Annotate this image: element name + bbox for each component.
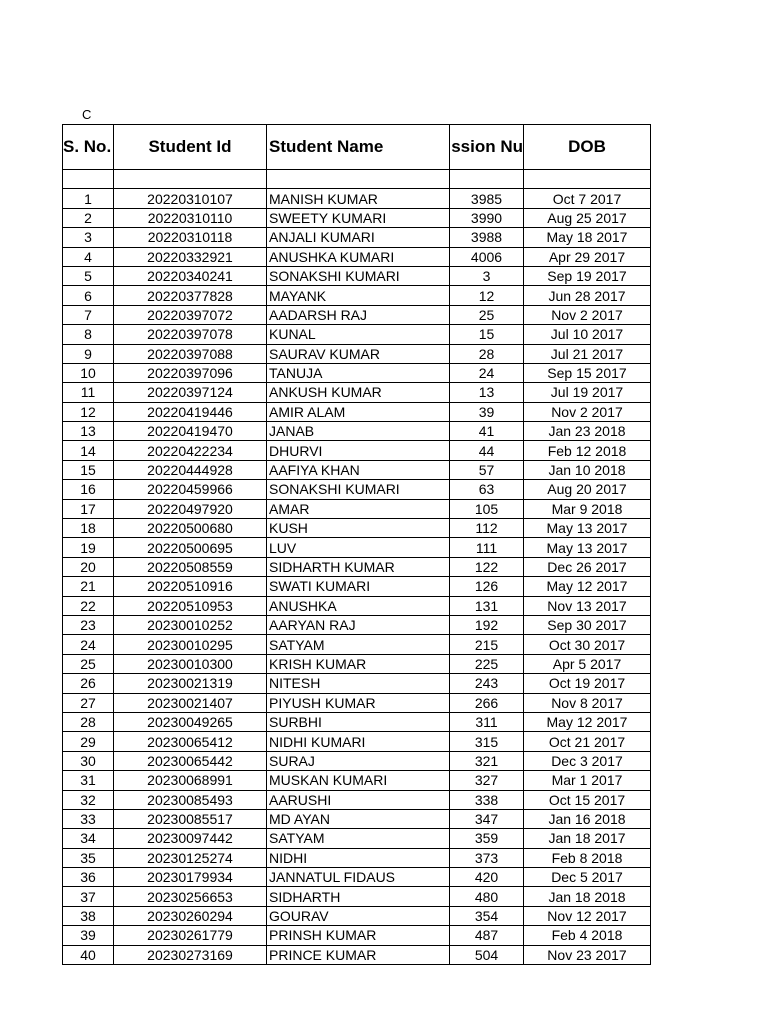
table-row bbox=[63, 441, 651, 460]
table-row bbox=[63, 848, 651, 867]
cell-sno[interactable]: 14 bbox=[63, 441, 114, 460]
table-row bbox=[63, 228, 651, 247]
cell-student-name[interactable]: SATYAM bbox=[267, 635, 450, 654]
table-row bbox=[63, 654, 651, 673]
cell-dob[interactable]: Jun 28 2017 bbox=[524, 286, 651, 305]
cell-admission-number[interactable]: 25 bbox=[450, 305, 524, 324]
cell-student-id[interactable]: 20220397124 bbox=[114, 383, 267, 402]
table-row bbox=[63, 674, 651, 693]
cell-student-name[interactable]: AAFIYA KHAN bbox=[267, 460, 450, 479]
cell-student-id[interactable]: 20230097442 bbox=[114, 829, 267, 848]
cell-student-id[interactable]: 20220397088 bbox=[114, 344, 267, 363]
cell-admission-number[interactable]: 3985 bbox=[450, 189, 524, 208]
cell-student-id[interactable]: 20220510953 bbox=[114, 596, 267, 615]
cell-dob[interactable]: May 13 2017 bbox=[524, 538, 651, 557]
cell-sno[interactable]: 19 bbox=[63, 538, 114, 557]
cell-admission-number[interactable]: 243 bbox=[450, 674, 524, 693]
cell-sno[interactable]: 31 bbox=[63, 771, 114, 790]
cell-dob[interactable]: Apr 5 2017 bbox=[524, 654, 651, 673]
cell-sno[interactable]: 15 bbox=[63, 460, 114, 479]
cell-dob[interactable]: May 12 2017 bbox=[524, 577, 651, 596]
table-row bbox=[63, 460, 651, 479]
cell-dob[interactable]: Jan 16 2018 bbox=[524, 809, 651, 828]
cell-dob[interactable]: Jul 21 2017 bbox=[524, 344, 651, 363]
cell-dob[interactable]: Mar 1 2017 bbox=[524, 771, 651, 790]
cell-dob[interactable]: Feb 4 2018 bbox=[524, 926, 651, 945]
header-dob[interactable]: DOB bbox=[524, 125, 651, 170]
table-row bbox=[63, 383, 651, 402]
cell-admission-number[interactable]: 215 bbox=[450, 635, 524, 654]
cell-dob[interactable]: Nov 2 2017 bbox=[524, 402, 651, 421]
table-row bbox=[63, 247, 651, 266]
cell-admission-number[interactable]: 311 bbox=[450, 712, 524, 731]
cell-student-id[interactable]: 20220397096 bbox=[114, 363, 267, 382]
cell-dob[interactable]: Oct 15 2017 bbox=[524, 790, 651, 809]
cell-admission-number[interactable]: 126 bbox=[450, 577, 524, 596]
cell-student-id[interactable]: 20220340241 bbox=[114, 266, 267, 285]
cell-student-id[interactable]: 20230021319 bbox=[114, 674, 267, 693]
cell-admission-number[interactable]: 420 bbox=[450, 868, 524, 887]
cell-student-name[interactable]: SONAKSHI KUMARI bbox=[267, 480, 450, 499]
cell-student-name[interactable]: KUNAL bbox=[267, 325, 450, 344]
cell-sno[interactable]: 25 bbox=[63, 654, 114, 673]
cell-admission-number[interactable]: 131 bbox=[450, 596, 524, 615]
cell-admission-number[interactable]: 15 bbox=[450, 325, 524, 344]
cell-student-id[interactable]: 20230179934 bbox=[114, 868, 267, 887]
table-row bbox=[63, 712, 651, 731]
table-row bbox=[63, 615, 651, 634]
cell-dob[interactable]: Nov 2 2017 bbox=[524, 305, 651, 324]
cell-sno[interactable]: 29 bbox=[63, 732, 114, 751]
cell-student-name[interactable]: ANUSHKA bbox=[267, 596, 450, 615]
cell-sno[interactable]: 35 bbox=[63, 848, 114, 867]
cell-sno[interactable]: 30 bbox=[63, 751, 114, 770]
cell-dob[interactable]: Jul 19 2017 bbox=[524, 383, 651, 402]
header-student-name[interactable]: Student Name bbox=[267, 125, 450, 170]
cell-admission-number[interactable]: 63 bbox=[450, 480, 524, 499]
cell-sno[interactable]: 2 bbox=[63, 208, 114, 227]
cell-student-id[interactable]: 20220500680 bbox=[114, 519, 267, 538]
cell-student-id[interactable]: 20230256653 bbox=[114, 887, 267, 906]
table-row bbox=[63, 868, 651, 887]
cell-dob[interactable]: Oct 7 2017 bbox=[524, 189, 651, 208]
cell-student-id[interactable]: 20220310110 bbox=[114, 208, 267, 227]
cell-student-name[interactable]: AARUSHI bbox=[267, 790, 450, 809]
cell-sno[interactable]: 8 bbox=[63, 325, 114, 344]
table-row bbox=[63, 945, 651, 964]
cell-admission-number[interactable]: 111 bbox=[450, 538, 524, 557]
spacer-cell bbox=[524, 170, 651, 189]
student-table bbox=[62, 124, 651, 965]
header-sno[interactable]: S. No. bbox=[63, 125, 114, 170]
cell-admission-number[interactable]: 347 bbox=[450, 809, 524, 828]
cell-admission-number[interactable]: 13 bbox=[450, 383, 524, 402]
cell-admission-number[interactable]: 41 bbox=[450, 422, 524, 441]
cell-admission-number[interactable]: 504 bbox=[450, 945, 524, 964]
cell-student-name[interactable]: JANNATUL FIDAUS bbox=[267, 868, 450, 887]
cell-admission-number[interactable]: 321 bbox=[450, 751, 524, 770]
cell-student-name[interactable]: NIDHI KUMARI bbox=[267, 732, 450, 751]
cell-dob[interactable]: Feb 8 2018 bbox=[524, 848, 651, 867]
table-row bbox=[63, 887, 651, 906]
table-row bbox=[63, 189, 651, 208]
cell-dob[interactable]: Sep 30 2017 bbox=[524, 615, 651, 634]
cell-sno[interactable]: 1 bbox=[63, 189, 114, 208]
table-row bbox=[63, 208, 651, 227]
cell-sno[interactable]: 40 bbox=[63, 945, 114, 964]
cell-student-id[interactable]: 20230010252 bbox=[114, 615, 267, 634]
table-row bbox=[63, 771, 651, 790]
table-row bbox=[63, 751, 651, 770]
cell-student-name[interactable]: SWATI KUMARI bbox=[267, 577, 450, 596]
cell-student-id[interactable]: 20220444928 bbox=[114, 460, 267, 479]
table-row bbox=[63, 325, 651, 344]
spacer-cell bbox=[450, 170, 524, 189]
table-row bbox=[63, 363, 651, 382]
column-letter-label: C bbox=[82, 107, 92, 122]
cell-student-name[interactable]: AMIR ALAM bbox=[267, 402, 450, 421]
cell-student-name[interactable]: SONAKSHI KUMARI bbox=[267, 266, 450, 285]
cell-student-id[interactable]: 20230125274 bbox=[114, 848, 267, 867]
cell-admission-number[interactable]: 28 bbox=[450, 344, 524, 363]
table-row bbox=[63, 693, 651, 712]
cell-sno[interactable]: 17 bbox=[63, 499, 114, 518]
cell-sno[interactable]: 5 bbox=[63, 266, 114, 285]
cell-admission-number[interactable]: 354 bbox=[450, 906, 524, 925]
cell-dob[interactable]: Jan 18 2017 bbox=[524, 829, 651, 848]
cell-sno[interactable]: 11 bbox=[63, 383, 114, 402]
spacer-cell bbox=[114, 170, 267, 189]
cell-dob[interactable]: Oct 30 2017 bbox=[524, 635, 651, 654]
cell-dob[interactable]: Dec 3 2017 bbox=[524, 751, 651, 770]
cell-student-name[interactable]: PIYUSH KUMAR bbox=[267, 693, 450, 712]
cell-sno[interactable]: 9 bbox=[63, 344, 114, 363]
cell-admission-number[interactable]: 359 bbox=[450, 829, 524, 848]
cell-sno[interactable]: 12 bbox=[63, 402, 114, 421]
cell-student-name[interactable]: GOURAV bbox=[267, 906, 450, 925]
table-row bbox=[63, 926, 651, 945]
table-row bbox=[63, 519, 651, 538]
cell-admission-number[interactable]: 373 bbox=[450, 848, 524, 867]
cell-student-id[interactable]: 20220310118 bbox=[114, 228, 267, 247]
spacer-cell bbox=[267, 170, 450, 189]
cell-dob[interactable]: Oct 19 2017 bbox=[524, 674, 651, 693]
cell-admission-number[interactable]: 315 bbox=[450, 732, 524, 751]
cell-sno[interactable]: 21 bbox=[63, 577, 114, 596]
table-row bbox=[63, 906, 651, 925]
table-row bbox=[63, 266, 651, 285]
cell-dob[interactable]: May 12 2017 bbox=[524, 712, 651, 731]
cell-admission-number[interactable]: 105 bbox=[450, 499, 524, 518]
cell-sno[interactable]: 4 bbox=[63, 247, 114, 266]
cell-sno[interactable]: 10 bbox=[63, 363, 114, 382]
cell-student-id[interactable]: 20220500695 bbox=[114, 538, 267, 557]
cell-student-name[interactable]: MUSKAN KUMARI bbox=[267, 771, 450, 790]
table-row bbox=[63, 829, 651, 848]
cell-student-name[interactable]: AADARSH RAJ bbox=[267, 305, 450, 324]
table-row bbox=[63, 480, 651, 499]
cell-dob[interactable]: Nov 13 2017 bbox=[524, 596, 651, 615]
cell-admission-number[interactable]: 266 bbox=[450, 693, 524, 712]
table-row bbox=[63, 790, 651, 809]
cell-admission-number[interactable]: 487 bbox=[450, 926, 524, 945]
cell-student-id[interactable]: 20220422234 bbox=[114, 441, 267, 460]
cell-student-id[interactable]: 20220510916 bbox=[114, 577, 267, 596]
cell-student-id[interactable]: 20220377828 bbox=[114, 286, 267, 305]
cell-student-name[interactable]: SAURAV KUMAR bbox=[267, 344, 450, 363]
table-row bbox=[63, 305, 651, 324]
cell-student-name[interactable]: MD AYAN bbox=[267, 809, 450, 828]
cell-sno[interactable]: 32 bbox=[63, 790, 114, 809]
table-row bbox=[63, 538, 651, 557]
table-row bbox=[63, 286, 651, 305]
table-row bbox=[63, 596, 651, 615]
cell-student-id[interactable]: 20220397078 bbox=[114, 325, 267, 344]
cell-admission-number[interactable]: 4006 bbox=[450, 247, 524, 266]
cell-sno[interactable]: 33 bbox=[63, 809, 114, 828]
cell-student-id[interactable]: 20220332921 bbox=[114, 247, 267, 266]
cell-dob[interactable]: Jan 23 2018 bbox=[524, 422, 651, 441]
cell-student-id[interactable]: 20230085517 bbox=[114, 809, 267, 828]
cell-admission-number[interactable]: 3988 bbox=[450, 228, 524, 247]
cell-student-name[interactable]: PRINSH KUMAR bbox=[267, 926, 450, 945]
cell-dob[interactable]: Nov 8 2017 bbox=[524, 693, 651, 712]
cell-admission-number[interactable]: 192 bbox=[450, 615, 524, 634]
cell-student-name[interactable]: ANUSHKA KUMARI bbox=[267, 247, 450, 266]
table-row bbox=[63, 809, 651, 828]
cell-sno[interactable]: 22 bbox=[63, 596, 114, 615]
cell-student-id[interactable]: 20230021407 bbox=[114, 693, 267, 712]
cell-student-name[interactable]: KRISH KUMAR bbox=[267, 654, 450, 673]
cell-dob[interactable]: Jul 10 2017 bbox=[524, 325, 651, 344]
cell-student-name[interactable]: AMAR bbox=[267, 499, 450, 518]
cell-sno[interactable]: 16 bbox=[63, 480, 114, 499]
cell-sno[interactable]: 39 bbox=[63, 926, 114, 945]
cell-student-id[interactable]: 20220508559 bbox=[114, 557, 267, 576]
cell-admission-number[interactable]: 338 bbox=[450, 790, 524, 809]
cell-student-name[interactable]: ANJALI KUMARI bbox=[267, 228, 450, 247]
cell-admission-number[interactable]: 480 bbox=[450, 887, 524, 906]
cell-dob[interactable]: Dec 26 2017 bbox=[524, 557, 651, 576]
table-row bbox=[63, 422, 651, 441]
cell-student-id[interactable]: 20220459966 bbox=[114, 480, 267, 499]
cell-dob[interactable]: Jan 18 2018 bbox=[524, 887, 651, 906]
spacer-row bbox=[63, 170, 651, 189]
cell-dob[interactable]: May 18 2017 bbox=[524, 228, 651, 247]
cell-admission-number[interactable]: 44 bbox=[450, 441, 524, 460]
table-row bbox=[63, 635, 651, 654]
table-row bbox=[63, 577, 651, 596]
cell-sno[interactable]: 28 bbox=[63, 712, 114, 731]
cell-student-id[interactable]: 20230085493 bbox=[114, 790, 267, 809]
cell-dob[interactable]: May 13 2017 bbox=[524, 519, 651, 538]
spacer-cell bbox=[63, 170, 114, 189]
cell-dob[interactable]: Aug 25 2017 bbox=[524, 208, 651, 227]
cell-student-name[interactable]: DHURVI bbox=[267, 441, 450, 460]
cell-sno[interactable]: 7 bbox=[63, 305, 114, 324]
cell-student-id[interactable]: 20230068991 bbox=[114, 771, 267, 790]
cell-student-name[interactable]: TANUJA bbox=[267, 363, 450, 382]
cell-dob[interactable]: Apr 29 2017 bbox=[524, 247, 651, 266]
cell-admission-number[interactable]: 24 bbox=[450, 363, 524, 382]
cell-admission-number[interactable]: 57 bbox=[450, 460, 524, 479]
cell-student-id[interactable]: 20230010295 bbox=[114, 635, 267, 654]
cell-student-id[interactable]: 20230010300 bbox=[114, 654, 267, 673]
cell-student-name[interactable]: MAYANK bbox=[267, 286, 450, 305]
cell-admission-number[interactable]: 3990 bbox=[450, 208, 524, 227]
table-body bbox=[63, 170, 651, 965]
header-student-id[interactable]: Student Id bbox=[114, 125, 267, 170]
cell-dob[interactable]: Aug 20 2017 bbox=[524, 480, 651, 499]
cell-admission-number[interactable]: 12 bbox=[450, 286, 524, 305]
cell-admission-number[interactable]: 3 bbox=[450, 266, 524, 285]
cell-student-name[interactable]: SATYAM bbox=[267, 829, 450, 848]
cell-student-id[interactable]: 20230260294 bbox=[114, 906, 267, 925]
cell-sno[interactable]: 34 bbox=[63, 829, 114, 848]
cell-student-id[interactable]: 20220419470 bbox=[114, 422, 267, 441]
cell-student-name[interactable]: SIDHARTH bbox=[267, 887, 450, 906]
cell-student-name[interactable]: AARYAN RAJ bbox=[267, 615, 450, 634]
cell-sno[interactable]: 18 bbox=[63, 519, 114, 538]
cell-sno[interactable]: 23 bbox=[63, 615, 114, 634]
header-admission-number[interactable] bbox=[450, 125, 524, 170]
cell-student-id[interactable]: 20220497920 bbox=[114, 499, 267, 518]
cell-sno[interactable]: 26 bbox=[63, 674, 114, 693]
cell-admission-number[interactable]: 327 bbox=[450, 771, 524, 790]
cell-student-id[interactable]: 20220419446 bbox=[114, 402, 267, 421]
cell-student-name[interactable]: LUV bbox=[267, 538, 450, 557]
cell-admission-number[interactable]: 122 bbox=[450, 557, 524, 576]
cell-student-id[interactable]: 20230065442 bbox=[114, 751, 267, 770]
cell-student-name[interactable]: SURBHI bbox=[267, 712, 450, 731]
header-admission-number-text: ssion Nu bbox=[451, 137, 523, 156]
cell-student-id[interactable]: 20230273169 bbox=[114, 945, 267, 964]
cell-sno[interactable]: 13 bbox=[63, 422, 114, 441]
cell-student-name[interactable]: SIDHARTH KUMAR bbox=[267, 557, 450, 576]
cell-student-name[interactable]: SWEETY KUMARI bbox=[267, 208, 450, 227]
cell-dob[interactable]: Mar 9 2018 bbox=[524, 499, 651, 518]
table-row bbox=[63, 344, 651, 363]
cell-student-id[interactable]: 20220310107 bbox=[114, 189, 267, 208]
cell-admission-number[interactable]: 39 bbox=[450, 402, 524, 421]
cell-sno[interactable]: 36 bbox=[63, 868, 114, 887]
cell-student-id[interactable]: 20230261779 bbox=[114, 926, 267, 945]
cell-dob[interactable]: Nov 23 2017 bbox=[524, 945, 651, 964]
cell-student-name[interactable]: MANISH KUMAR bbox=[267, 189, 450, 208]
cell-admission-number[interactable]: 225 bbox=[450, 654, 524, 673]
cell-sno[interactable]: 6 bbox=[63, 286, 114, 305]
table-row bbox=[63, 402, 651, 421]
cell-student-id[interactable]: 20230049265 bbox=[114, 712, 267, 731]
cell-student-name[interactable]: ANKUSH KUMAR bbox=[267, 383, 450, 402]
table-row bbox=[63, 499, 651, 518]
header-row bbox=[63, 125, 651, 170]
cell-student-name[interactable]: NIDHI bbox=[267, 848, 450, 867]
table-row bbox=[63, 557, 651, 576]
cell-dob[interactable]: Jan 10 2018 bbox=[524, 460, 651, 479]
cell-dob[interactable]: Oct 21 2017 bbox=[524, 732, 651, 751]
cell-dob[interactable]: Nov 12 2017 bbox=[524, 906, 651, 925]
cell-student-name[interactable]: PRINCE KUMAR bbox=[267, 945, 450, 964]
cell-student-name[interactable]: KUSH bbox=[267, 519, 450, 538]
cell-sno[interactable]: 3 bbox=[63, 228, 114, 247]
cell-sno[interactable]: 24 bbox=[63, 635, 114, 654]
cell-sno[interactable]: 37 bbox=[63, 887, 114, 906]
cell-student-name[interactable]: NITESH bbox=[267, 674, 450, 693]
cell-sno[interactable]: 38 bbox=[63, 906, 114, 925]
cell-student-name[interactable]: JANAB bbox=[267, 422, 450, 441]
cell-student-id[interactable]: 20220397072 bbox=[114, 305, 267, 324]
cell-admission-number[interactable]: 112 bbox=[450, 519, 524, 538]
cell-dob[interactable]: Feb 12 2018 bbox=[524, 441, 651, 460]
cell-student-id[interactable]: 20230065412 bbox=[114, 732, 267, 751]
cell-sno[interactable]: 20 bbox=[63, 557, 114, 576]
cell-dob[interactable]: Sep 19 2017 bbox=[524, 266, 651, 285]
cell-sno[interactable]: 27 bbox=[63, 693, 114, 712]
table-row bbox=[63, 732, 651, 751]
cell-student-name[interactable]: SURAJ bbox=[267, 751, 450, 770]
cell-dob[interactable]: Sep 15 2017 bbox=[524, 363, 651, 382]
cell-dob[interactable]: Dec 5 2017 bbox=[524, 868, 651, 887]
